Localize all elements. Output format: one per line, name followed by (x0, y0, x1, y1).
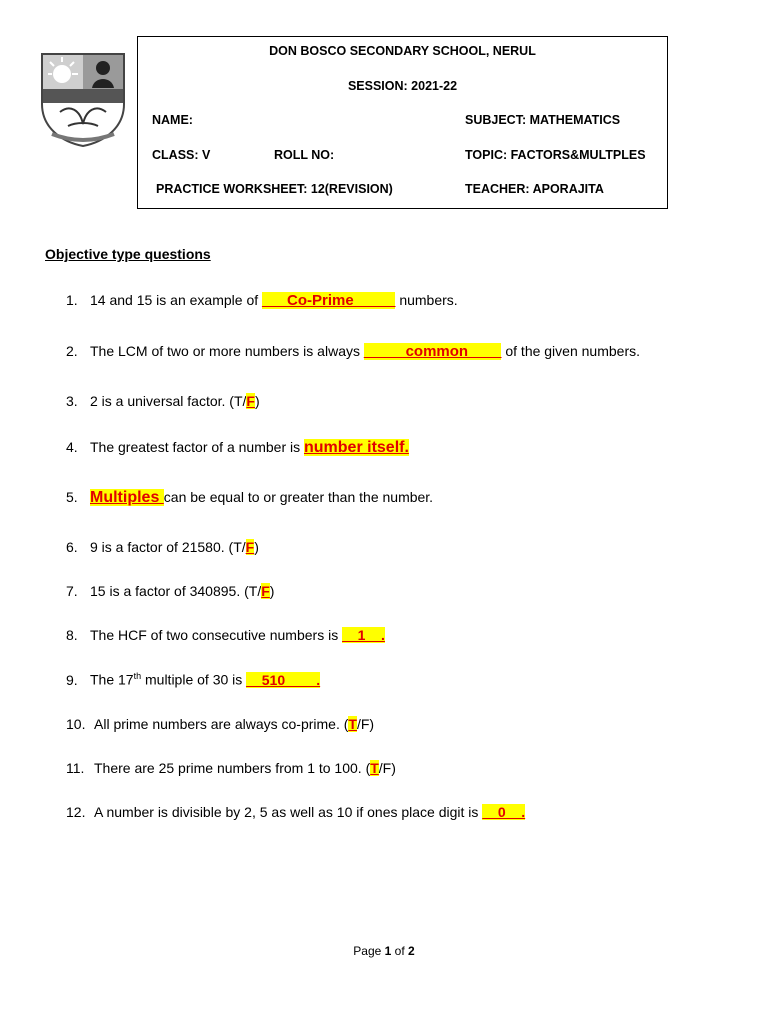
answer: ___Co-Prime_____ (262, 292, 396, 309)
question-text-end: can be equal to or greater than the number. (163, 489, 434, 505)
name-label: NAME: (152, 113, 193, 127)
page-number: 1 (384, 944, 392, 958)
question-4 (66, 439, 409, 457)
school-name: DON BOSCO SECONDARY SCHOOL, NERUL (269, 44, 536, 58)
answer: F (246, 393, 255, 409)
question-6 (66, 539, 259, 555)
question-number: 3. (66, 393, 78, 409)
topic-label: TOPIC: FACTORS&MULTPLES (465, 148, 646, 162)
answer: number itself. (304, 439, 409, 456)
of-label: of (391, 944, 409, 958)
question-2 (66, 343, 640, 360)
answer: __1__. (342, 627, 385, 643)
question-9 (66, 671, 320, 688)
question-text-end: ) (269, 583, 275, 599)
question-11 (66, 760, 396, 776)
ordinal-suffix: th (133, 671, 142, 681)
question-text: The greatest factor of a number is (90, 439, 304, 455)
question-text-cont: multiple of 30 is (141, 671, 247, 688)
worksheet-header-box (137, 36, 668, 209)
question-12 (66, 804, 525, 820)
question-number: 12. (66, 804, 86, 820)
question-text: 14 and 15 is an example of (90, 292, 263, 308)
question-3 (66, 393, 260, 409)
question-number: 4. (66, 439, 78, 455)
teacher-label: TEACHER: APORAJITA (465, 182, 604, 196)
subject-label: SUBJECT: MATHEMATICS (465, 113, 621, 127)
answer: __510____. (246, 671, 321, 688)
question-text: The LCM of two or more numbers is always (90, 343, 364, 359)
question-text-end: numbers. (395, 292, 458, 308)
answer: Multiples (90, 489, 164, 506)
question-text: 9 is a factor of 21580. (T/ (90, 539, 246, 555)
question-number: 7. (66, 583, 78, 599)
page-label: Page (353, 944, 385, 958)
page-footer (0, 944, 768, 958)
question-text: 15 is a factor of 340895. (T/ (90, 583, 262, 599)
roll-no-label: ROLL NO: (274, 148, 335, 162)
question-text-end: /F) (356, 716, 375, 732)
answer: T (370, 760, 379, 776)
question-number: 9. (66, 671, 78, 688)
answer: F (245, 539, 255, 555)
question-text: The HCF of two consecutive numbers is (90, 627, 343, 643)
question-8 (66, 627, 385, 643)
question-number: 2. (66, 343, 78, 359)
question-number: 11. (66, 760, 85, 776)
page-total: 2 (408, 944, 415, 958)
question-number: 10. (66, 716, 86, 732)
question-number: 1. (66, 292, 78, 308)
question-text: There are 25 prime numbers from 1 to 100. ( (94, 760, 371, 776)
question-number: 5. (66, 489, 78, 505)
session-label: SESSION: 2021-22 (347, 79, 458, 93)
answer: _____common____ (363, 343, 502, 360)
question-text: The 17 (90, 671, 134, 688)
answer: T (348, 716, 357, 732)
answer: F (261, 583, 270, 599)
question-text-end: /F) (378, 760, 396, 776)
school-crest-logo (40, 52, 126, 148)
question-text: All prime numbers are always co-prime. ( (94, 716, 349, 732)
question-5 (66, 489, 433, 507)
question-number: 6. (66, 539, 78, 555)
question-text-end: of the given numbers. (501, 343, 640, 359)
question-7 (66, 583, 274, 599)
question-1 (66, 292, 458, 309)
question-text: 2 is a universal factor. (T/ (90, 393, 247, 409)
question-text-end: ) (254, 539, 259, 555)
question-text-end: ) (254, 393, 260, 409)
answer: __0__. (482, 804, 526, 820)
question-number: 8. (66, 627, 78, 643)
question-10 (66, 716, 374, 732)
section-title: Objective type questions (45, 246, 211, 262)
question-text: A number is divisible by 2, 5 as well as 10 if ones place digit is (94, 804, 483, 820)
worksheet-label: PRACTICE WORKSHEET: 12(REVISION) (156, 182, 393, 196)
class-label: CLASS: V (152, 148, 211, 162)
